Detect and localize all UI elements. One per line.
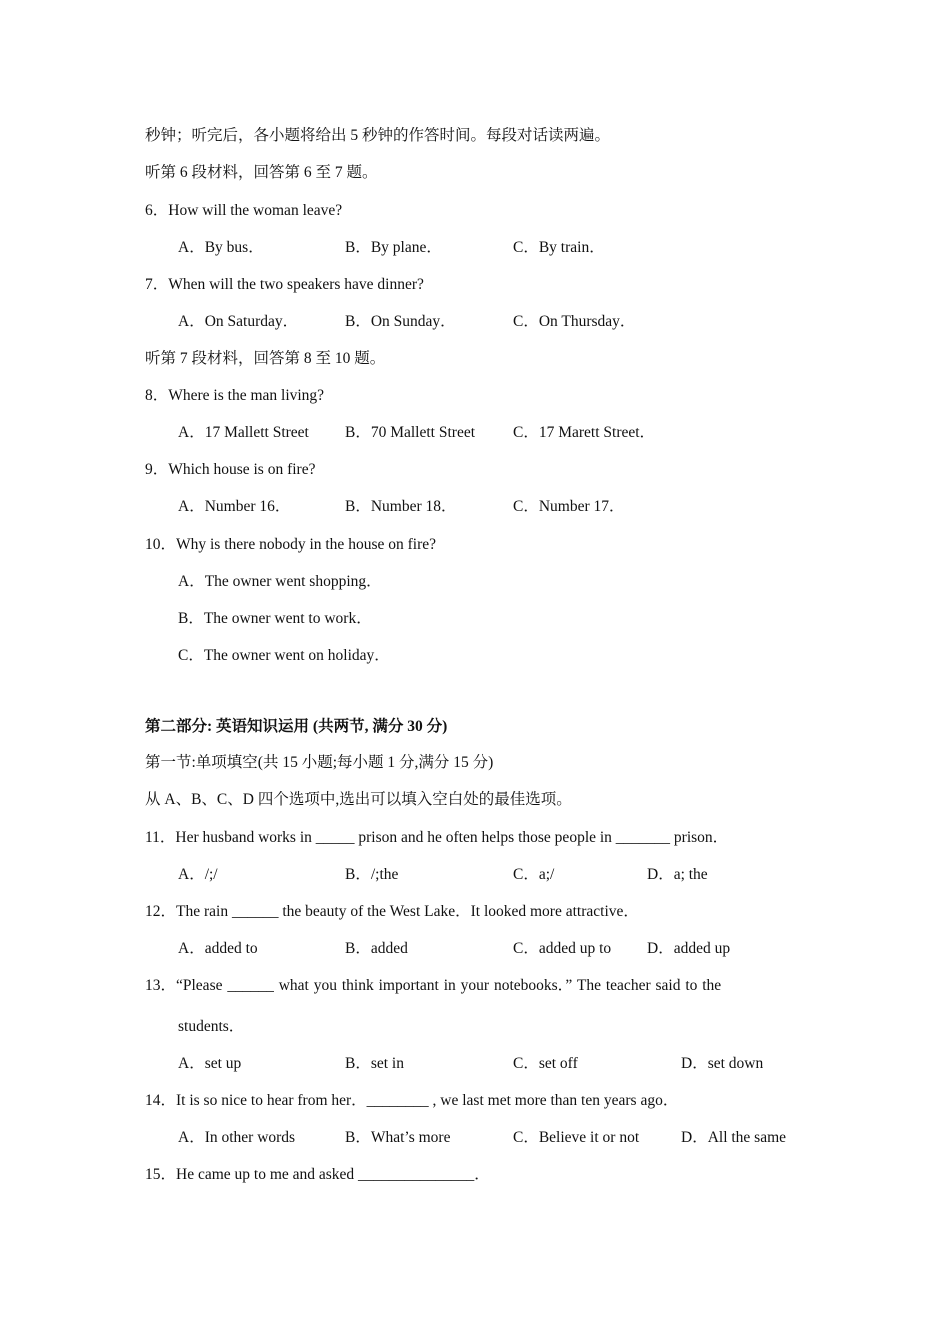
question-14-option-a: A．In other words [178,1129,296,1146]
segment-6-heading: 听第 6 段材料，回答第 6 至 7 题。 [145,164,378,181]
question-11-option-b: B．/;the [345,866,399,883]
question-8-option-c: C．17 Marett Street． [513,424,656,441]
question-11-option-d: D．a; the [647,866,708,883]
question-14-stem: 14．It is so nice to hear from her．________ , we last met more than ten years ago． [145,1092,679,1109]
question-6-option-c: C．By train． [513,239,605,256]
question-12-option-c: C．added up to [513,940,612,957]
question-8-stem: 8．Where is the man living? [145,387,325,404]
question-11-option-a: A．/;/ [178,866,218,883]
question-13-option-a: A．set up [178,1055,242,1072]
question-12-option-d: D．added up [647,940,731,957]
question-12-option-b: B．added [345,940,408,957]
question-7-option-a: A．On Saturday． [178,313,299,330]
question-10-option-a: A．The owner went shopping． [178,573,382,590]
question-8-option-b: B．70 Mallett Street [345,424,476,441]
question-7-option-c: C．On Thursday． [513,313,636,330]
question-15-stem: 15．He came up to me and asked _______________． [145,1166,490,1183]
question-12-option-a: A．added to [178,940,258,957]
section-1-heading: 第一节:单项填空(共 15 小题;每小题 1 分,满分 15 分) [145,754,494,771]
question-9-stem: 9．Which house is on fire? [145,461,316,478]
question-13-stem-continuation: students． [178,1018,245,1035]
question-13-option-b: B．set in [345,1055,404,1072]
question-9-option-b: B．Number 18． [345,498,457,515]
question-9-option-a: A．Number 16． [178,498,291,515]
question-6-option-b: B．By plane． [345,239,442,256]
question-7-option-b: B．On Sunday． [345,313,456,330]
question-10-stem: 10．Why is there nobody in the house on fire? [145,536,436,553]
question-6-option-a: A．By bus． [178,239,264,256]
part-2-title: 第二部分: 英语知识运用 (共两节, 满分 30 分) [145,718,448,735]
intro-line: 秒钟；听完后，各小题将给出 5 秒钟的作答时间。每段对话读两遍。 [145,127,611,144]
question-7-stem: 7．When will the two speakers have dinner? [145,276,424,293]
question-6-stem: 6．How will the woman leave? [145,202,343,219]
section-1-instruction: 从 A、B、C、D 四个选项中,选出可以填入空白处的最佳选项。 [145,791,572,808]
question-13-stem: 13．“Please ______ what you think important in your notebooks．” The teacher said to the [145,977,722,994]
question-14-option-d: D．All the same [681,1129,787,1146]
question-14-option-c: C．Believe it or not [513,1129,640,1146]
question-13-option-c: C．set off [513,1055,578,1072]
question-11-option-c: C．a;/ [513,866,555,883]
question-12-stem: 12．The rain ______ the beauty of the West Lake．It looked more attractive． [145,903,639,920]
question-13-option-d: D．set down [681,1055,764,1072]
question-11-stem: 11．Her husband works in _____ prison and he often helps those people in _______ prison． [145,829,729,846]
question-10-option-c: C．The owner went on holiday． [178,647,390,664]
question-14-option-b: B．What’s more [345,1129,451,1146]
question-10-option-b: B．The owner went to work． [178,610,372,627]
question-9-option-c: C．Number 17． [513,498,625,515]
question-8-option-a: A．17 Mallett Street [178,424,309,441]
segment-7-heading: 听第 7 段材料，回答第 8 至 10 题。 [145,350,386,367]
